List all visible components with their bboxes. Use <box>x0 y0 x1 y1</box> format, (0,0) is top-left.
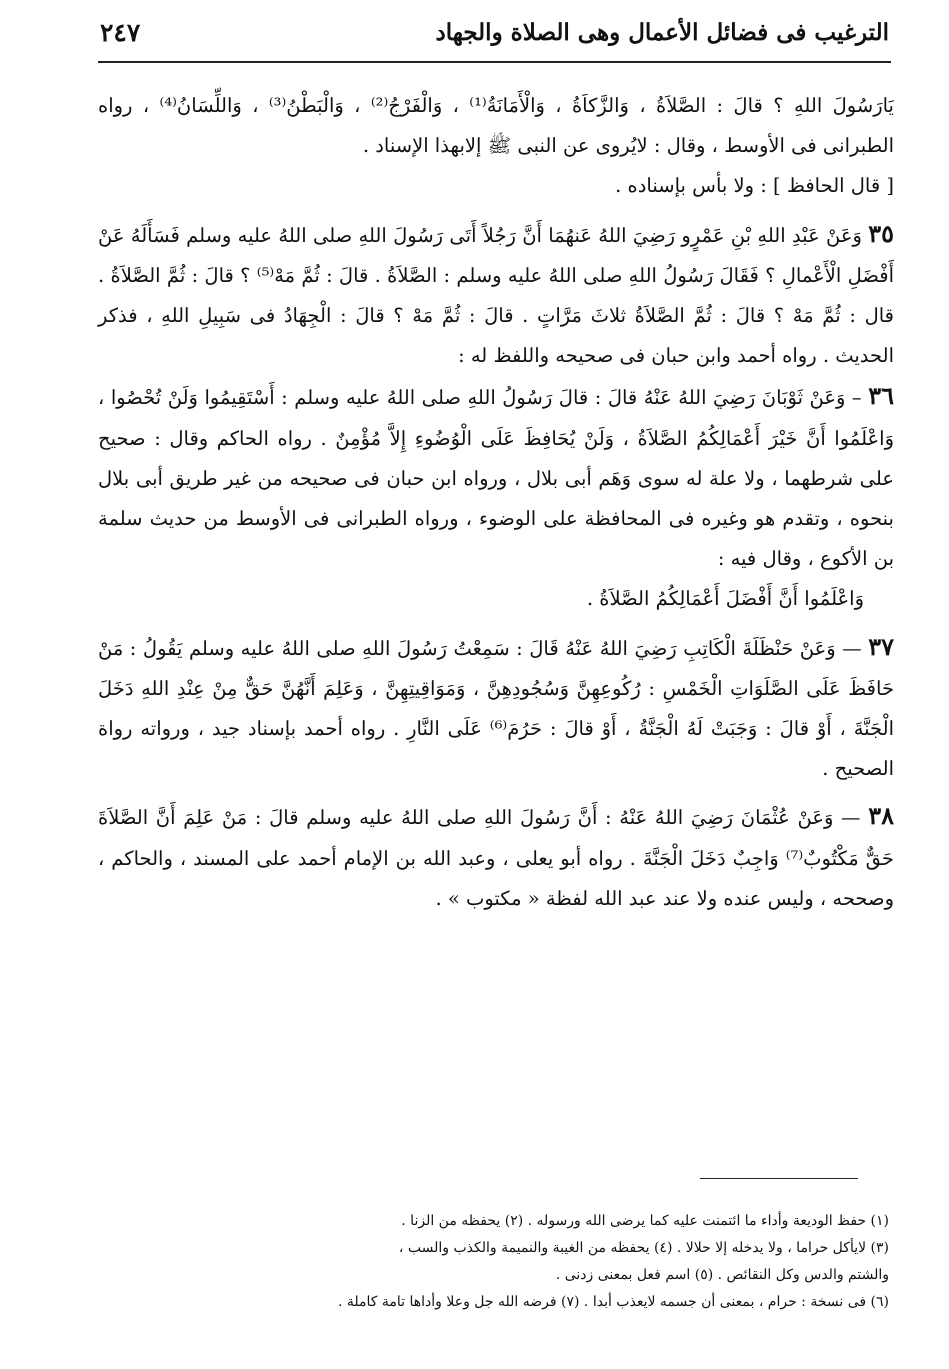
main-text <box>98 86 894 919</box>
paragraph-continuation: يَارَسُولَ اللهِ ؟ قالَ : الصَّلاَةُ ، وَالزَّكاَةُ ، وَالْأَمَانَةُ⁽¹⁾ ، وَالْفَرْجُ⁽²⁾ ، وَالْبَطْنُ⁽³⁾ ، وَاللِّسَانُ⁽⁴⁾ ، رواه الطبرانى فى الأوسط ، وقال : لايُروى عن النبى ﷺ إلابهذا الإسناد . <box>98 94 894 158</box>
footnote-rule <box>700 1178 858 1179</box>
hadith-number-37: ٣٧ <box>868 631 894 661</box>
hadith-36 <box>98 376 894 579</box>
hadith-38-text: — وَعَنْ عُثْمَانَ رَضِيَ اللهُ عَنْهُ : أَنَّ رَسُولَ اللهِ صلى اللهُ عليه وسلم قالَ : مَنْ عَلِمَ أَنَّ الصَّلاَةَ حَقٌّ مَكْتُوبٌ⁽⁷⁾ وَاجِبٌ دَخَلَ الْجَنَّةَ . رواه أبو يعلى ، وعبد الله بن الإمام أحمد على المسند ، والحاكم ، وصححه ، وليس عنده ولا عند عبد الله لفظة « مكتوب » . <box>98 806 894 910</box>
footnote-line-1: (١) حفظ الوديعة وأداء ما ائتمنت عليه كما يرضى الله ورسوله . (٢) يحفظه من الزنا . <box>401 1213 889 1229</box>
header-rule <box>98 61 891 63</box>
hadith-number-36: ٣٦ <box>868 381 894 411</box>
hadith-36-text: – وَعَنْ ثَوْبَانَ رَضِيَ اللهُ عَنْهُ قالَ : قالَ رَسُولُ اللهِ صلى اللهُ عليه وسلم : أَسْتَقِيمُوا وَلَنْ تُحْصُوا ، وَاعْلَمُوا أَنَّ خَيْرَ أَعْمَالِكُمُ الصَّلاَةُ ، وَلَنْ يُحَافِظَ عَلَى الْوُضُوءِ إِلاَّ مُؤْمِنٌ . رواه الحاكم وقال : صحيح على شرطهما ، ولا علة له سوى وَهَم أبى بلال ، ورواه ابن حبان فى صحيحه من غير طريق أبى بلال بنحوه ، وتقدم هو وغيره فى المحافظة على الوضوء ، ورواه الطبرانى فى الأوسط من حديث سلمة بن الأكوع ، وقال فيه : <box>98 386 894 571</box>
hadith-35 <box>98 214 894 377</box>
footnotes <box>98 1208 889 1316</box>
running-header <box>100 10 889 54</box>
footnote-line-2: (٣) لايأكل حراما ، ولا يدخله إلا حلالا . (٤) يحفظه من الغيبة والنميمة والكذب والسب ، <box>398 1240 889 1256</box>
hadith-number-38: ٣٨ <box>868 801 894 831</box>
hadith-37 <box>98 627 894 790</box>
running-title: الترغيب فى فضائل الأعمال وهى الصلاة والجهاد <box>435 18 889 46</box>
hadith-37-text: — وَعَنْ حَنْظَلَةَ الْكَاتِبِ رَضِيَ اللهُ عَنْهُ قَالَ : سَمِعْتُ رَسُولَ اللهِ صلى اللهُ عليه وسلم يَقُولُ : مَنْ حَافَظَ عَلَى الصَّلَوَاتِ الْخَمْسِ : رُكُوعِهِنَّ وَسُجُودِهِنَّ ، وَمَوَاقِيتِهِنَّ ، وَعَلِمَ أَنَّهُنَّ حَقٌّ مِنْ عِنْدِ اللهِ دَخَلَ الْجَنَّةَ ، أَوْ قالَ : وَجَبَتْ لَهُ الْجَنَّةُ ، أَوْ قالَ : حَرُمَ⁽⁶⁾ عَلَى النَّارِ . رواه أحمد بإسناد جيد ، ورواته رواة الصحيح . <box>98 636 894 781</box>
hadith-38 <box>98 796 894 919</box>
footnote-line-4: (٦) فى نسخة : حرام ، بمعنى أن جسمه لايعذب أبدا . (٧) فرضه الله جل وعلا وأداها تامة كاملة . <box>337 1294 889 1310</box>
hadith-35-text: وَعَنْ عَبْدِ اللهِ بْنِ عَمْرٍو رَضِيَ اللهُ عَنهُمَا أَنَّ رَجُلاً أَتَى رَسُولَ اللهِ صلى اللهُ عليه وسلم فَسَأَلَهُ عَنْ أَفْضَلِ الْأَعْمالِ ؟ فَقَالَ رَسُولُ اللهِ صلى اللهُ عليه وسلم : الصَّلاَةُ . قالَ : ثُمَّ مَهْ⁽⁵⁾ ؟ قالَ : ثُمَّ الصَّلاَةُ . قال : ثُمَّ مَهْ ؟ قالَ : ثُمَّ الصَّلاَةُ ثلاثَ مَرَّاتٍ . قالَ : ثُمَّ مَهْ ؟ قالَ : الْجِهَادُ فى سَبِيلِ اللهِ ، فذكر الحديث . رواه أحمد وابن حبان فى صحيحه واللفظ له : <box>98 223 894 368</box>
footnote-line-3: والشتم والدس وكل النقائص . (٥) اسم فعل بمعنى زدنى . <box>555 1267 889 1283</box>
hadith-number-35: ٣٥ <box>868 218 894 248</box>
paragraph-hafiz-note: [ قال الحافظ ] : ولا بأس بإسناده . <box>615 174 894 198</box>
page-number: ٢٤٧ <box>100 17 141 47</box>
hadith-36-quote: وَاعْلَمُوا أَنَّ أَفْضَلَ أَعْمَالِكُمُ الصَّلاَةُ . <box>586 587 864 611</box>
